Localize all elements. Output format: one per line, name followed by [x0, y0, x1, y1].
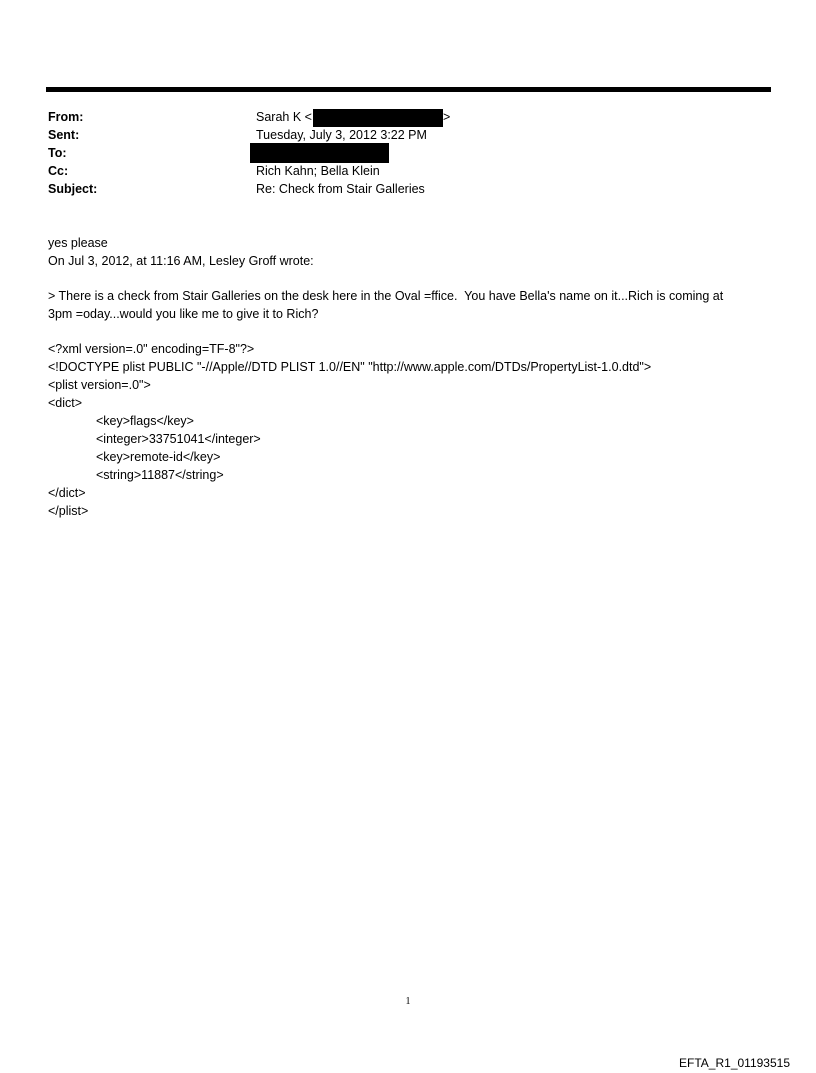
xml-line: <!DOCTYPE plist PUBLIC "-//Apple//DTD PLIST 1.0//EN" "http://www.apple.com/DTDs/PropertyList-1.0.dtd"> — [48, 360, 652, 374]
xml-line: <integer>33751041</integer> — [96, 432, 261, 446]
from-value — [256, 108, 450, 127]
xml-line: <key>flags</key> — [96, 414, 194, 428]
sent-label: Sent: — [48, 128, 80, 142]
xml-line: </dict> — [48, 486, 86, 500]
xml-line: <string>11887</string> — [96, 468, 224, 482]
redaction-box — [313, 109, 443, 127]
sent-row — [48, 126, 748, 144]
from-row — [48, 108, 748, 126]
page-number: 1 — [405, 996, 411, 1007]
from-bracket: > — [442, 110, 451, 124]
to-label: To: — [48, 146, 67, 160]
subject-row — [48, 180, 748, 198]
header-rule — [46, 87, 771, 92]
to-row — [48, 144, 748, 162]
xml-line: <key>remote-id</key> — [96, 450, 221, 464]
cc-row — [48, 162, 748, 180]
quoted-line: 3pm =oday...would you like me to give it to Rich? — [48, 307, 319, 321]
document-id: EFTA_R1_01193515 — [679, 1056, 790, 1070]
xml-line: <dict> — [48, 396, 83, 410]
xml-line: </plist> — [48, 504, 89, 518]
from-label: From: — [48, 110, 84, 124]
to-redaction-box — [250, 143, 389, 163]
sent-value: Tuesday, July 3, 2012 3:22 PM — [256, 128, 427, 142]
xml-line: <?xml version=.0" encoding=TF-8"?> — [48, 342, 255, 356]
email-body — [48, 234, 788, 520]
quoted-line: > There is a check from Stair Galleries on the desk here in the Oval =ffice. You have Bella's name on it...Rich is coming at — [48, 289, 724, 303]
attribution-line: On Jul 3, 2012, at 11:16 AM, Lesley Groff wrote: — [48, 254, 314, 268]
subject-value: Re: Check from Stair Galleries — [256, 182, 425, 196]
cc-value: Rich Kahn; Bella Klein — [256, 164, 380, 178]
cc-label: Cc: — [48, 164, 69, 178]
xml-line: <plist version=.0"> — [48, 378, 151, 392]
email-header — [48, 108, 748, 198]
subject-label: Subject: — [48, 182, 98, 196]
reply-line: yes please — [48, 236, 108, 250]
from-name: Sarah K < — [256, 110, 312, 124]
